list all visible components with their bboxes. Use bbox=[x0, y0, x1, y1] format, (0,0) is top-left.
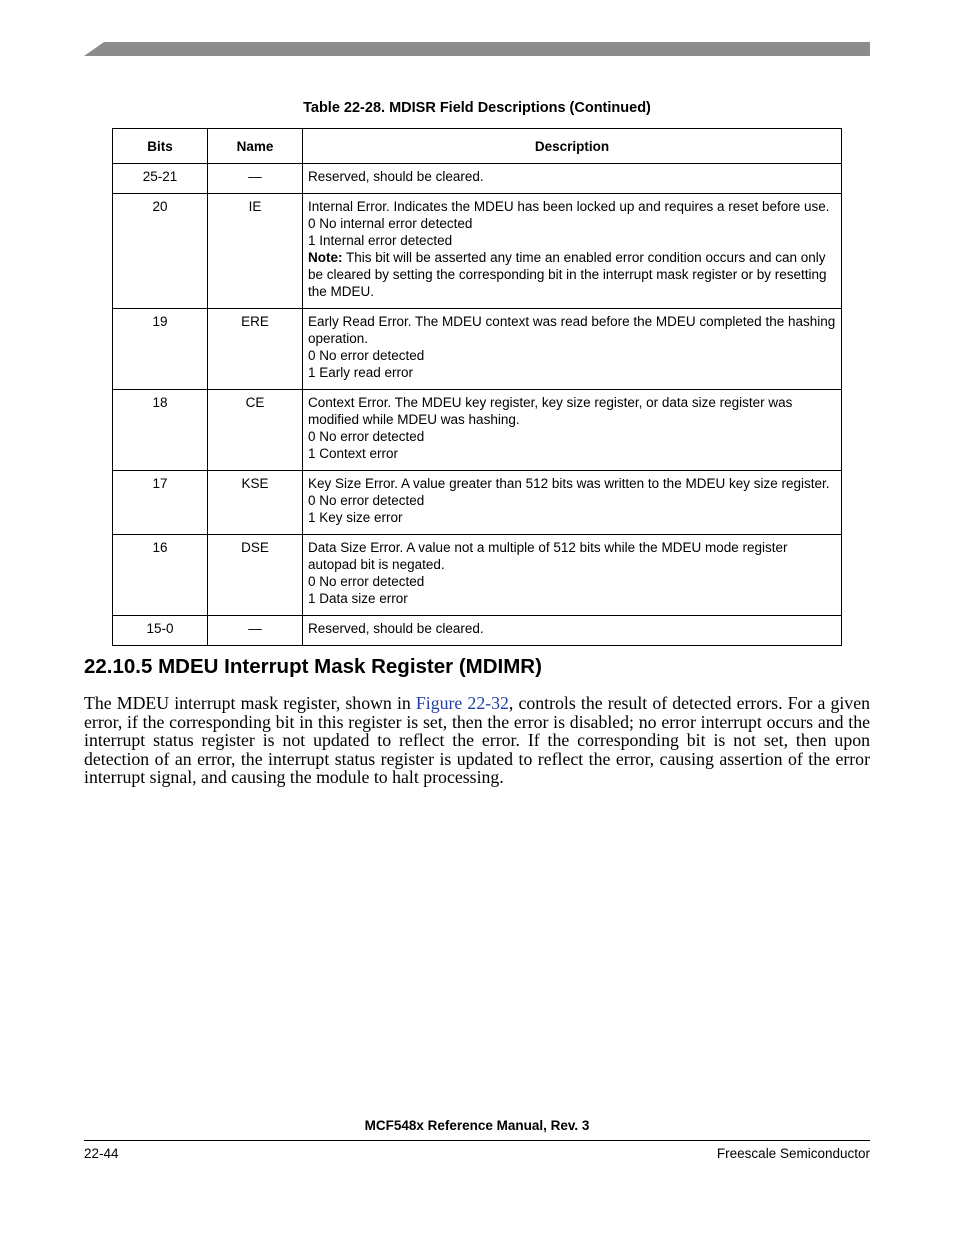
description-line: 0 No error detected bbox=[308, 348, 425, 363]
description-line: 1 Early read error bbox=[308, 365, 414, 380]
cell-name: CE bbox=[208, 390, 303, 471]
cell-name: — bbox=[208, 616, 303, 646]
description-line: 1 Internal error detected bbox=[308, 233, 453, 248]
table-row bbox=[113, 194, 842, 309]
cell-description bbox=[303, 390, 842, 471]
cell-description bbox=[303, 535, 842, 616]
cell-bits: 16 bbox=[113, 535, 208, 616]
description-line: 0 No error detected bbox=[308, 429, 425, 444]
description-line: 0 No error detected bbox=[308, 493, 425, 508]
header-bits: Bits bbox=[113, 129, 208, 164]
table-body bbox=[113, 164, 842, 646]
description-line: 0 No error detected bbox=[308, 574, 425, 589]
table-row bbox=[113, 390, 842, 471]
figure-link[interactable]: Figure 22-32 bbox=[415, 693, 509, 713]
description-line: Context Error. The MDEU key register, key size register, or data size register was modified while MDEU was hashing. bbox=[308, 395, 793, 427]
cell-description bbox=[303, 309, 842, 390]
table-row bbox=[113, 309, 842, 390]
note-text: This bit will be asserted any time an enabled error condition occurs and can only be cleared by setting the corresponding bit in the interrupt mask register or by resetting the MDEU. bbox=[308, 250, 827, 299]
cell-description bbox=[303, 616, 842, 646]
cell-description bbox=[303, 471, 842, 535]
page-number: 22-44 bbox=[84, 1146, 119, 1161]
para-text-before: The MDEU interrupt mask register, shown in bbox=[84, 693, 416, 713]
description-line: Key Size Error. A value greater than 512 bits was written to the MDEU key size register. bbox=[308, 476, 830, 491]
description-line: 1 Context error bbox=[308, 446, 399, 461]
cell-bits: 15-0 bbox=[113, 616, 208, 646]
table-row bbox=[113, 471, 842, 535]
cell-name: DSE bbox=[208, 535, 303, 616]
table-header-row bbox=[113, 129, 842, 164]
cell-name: KSE bbox=[208, 471, 303, 535]
header-bar bbox=[84, 42, 870, 56]
cell-name: IE bbox=[208, 194, 303, 309]
description-line: Data Size Error. A value not a multiple of 512 bits while the MDEU mode register autopad bit is negated. bbox=[308, 540, 788, 572]
cell-bits: 20 bbox=[113, 194, 208, 309]
table-row bbox=[113, 616, 842, 646]
description-line: 1 Key size error bbox=[308, 510, 403, 525]
cell-bits: 18 bbox=[113, 390, 208, 471]
header-description: Description bbox=[303, 129, 842, 164]
field-descriptions-table bbox=[112, 128, 842, 646]
para-text-after: , controls the result of detected errors. For a given error, if the corresponding bit in this register is set, then the error is disabled; no error interrupt occurs and the interrupt status register is not updated to reflect the error. If the corresponding bit is not set, then upon detection of an error, the interrupt status register is updated to reflect the error, causing assertion of the error interrupt signal, and causing the module to halt processing. bbox=[84, 693, 870, 788]
section-heading: 22.10.5 MDEU Interrupt Mask Register (MDIMR) bbox=[84, 655, 542, 678]
cell-description bbox=[303, 164, 842, 194]
table-row bbox=[113, 164, 842, 194]
table-row bbox=[113, 535, 842, 616]
header-name: Name bbox=[208, 129, 303, 164]
cell-description bbox=[303, 194, 842, 309]
cell-name: ERE bbox=[208, 309, 303, 390]
table-caption: Table 22-28. MDISR Field Descriptions (Continued) bbox=[303, 100, 651, 116]
cell-bits: 17 bbox=[113, 471, 208, 535]
cell-bits: 19 bbox=[113, 309, 208, 390]
description-line: Internal Error. Indicates the MDEU has been locked up and requires a reset before use. bbox=[308, 199, 830, 214]
body-paragraph bbox=[84, 694, 870, 787]
description-line: 0 No internal error detected bbox=[308, 216, 473, 231]
company-name: Freescale Semiconductor bbox=[716, 1146, 870, 1161]
description-line: Reserved, should be cleared. bbox=[308, 169, 484, 184]
description-line: Reserved, should be cleared. bbox=[308, 621, 484, 636]
footer-divider bbox=[84, 1140, 870, 1141]
cell-bits: 25-21 bbox=[113, 164, 208, 194]
cell-name: — bbox=[208, 164, 303, 194]
note-label: Note: bbox=[308, 250, 343, 265]
footer-title: MCF548x Reference Manual, Rev. 3 bbox=[364, 1118, 590, 1133]
description-note bbox=[308, 249, 836, 300]
description-line: 1 Data size error bbox=[308, 591, 408, 606]
description-line: Early Read Error. The MDEU context was read before the MDEU completed the hashing operation. bbox=[308, 314, 836, 346]
